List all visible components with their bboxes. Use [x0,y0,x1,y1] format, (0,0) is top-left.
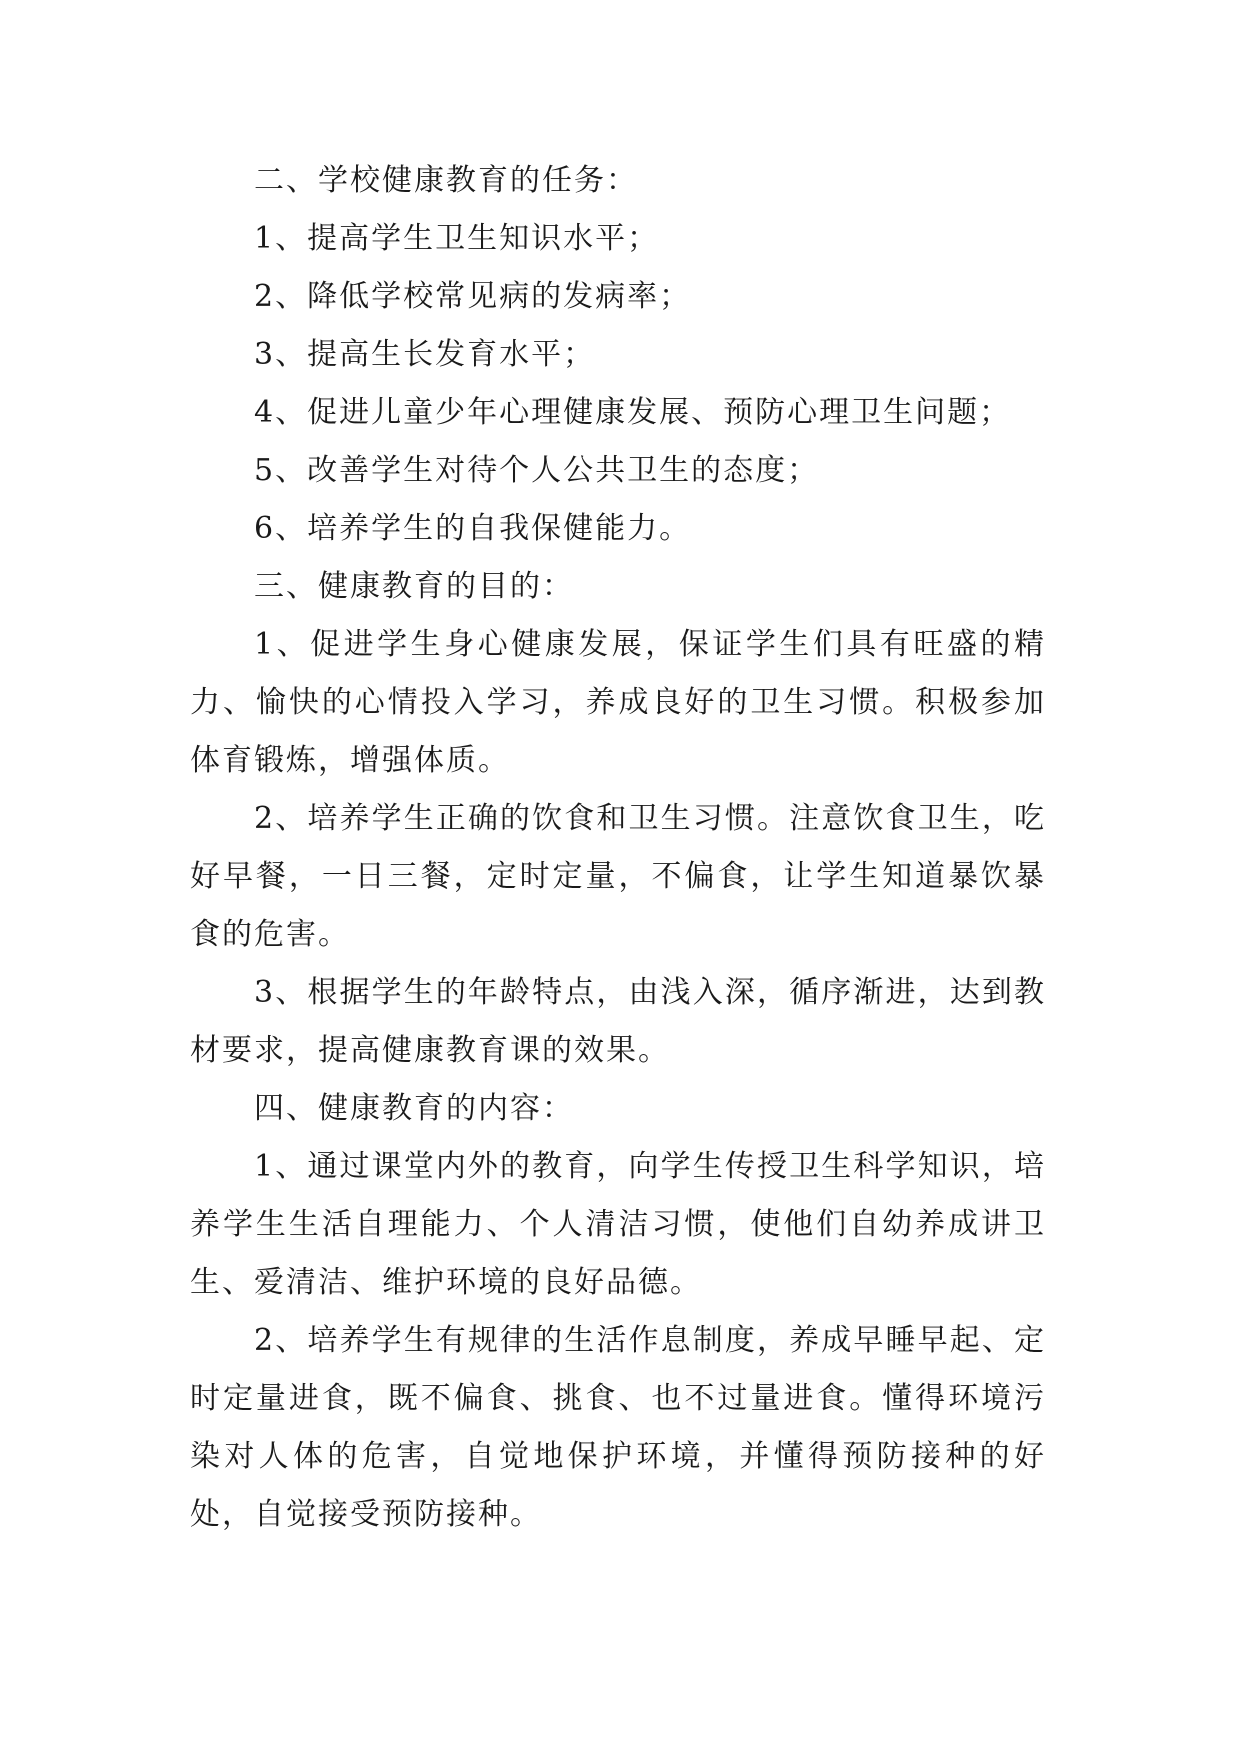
task-item-4: 4、促进儿童少年心理健康发展、预防心理卫生问题； [254,395,1012,430]
content-item-2: 2、培养学生有规律的生活作息制度，养成早睡早起、定时定量进食，既不偏食、挑食、也不过量进食。懂得环境污染对人体的危害，自觉地保护环境，并懂得预防接种的好处，自觉接受预防接种。 [190,1323,1046,1532]
task-item-2: 2、降低学校常见病的发病率； [254,279,692,314]
task-item-6: 6、培养学生的自我保健能力。 [254,511,692,546]
section-heading-content: 四、健康教育的内容： [254,1091,574,1126]
goal-item-3: 3、根据学生的年龄特点，由浅入深，循序渐进，达到教材要求，提高健康教育课的效果。 [190,975,1046,1068]
document-page [190,152,1046,1544]
task-item-5: 5、改善学生对待个人公共卫生的态度； [254,453,820,488]
task-item-3: 3、提高生长发育水平； [254,337,596,372]
goal-item-1: 1、促进学生身心健康发展，保证学生们具有旺盛的精力、愉快的心情投入学习，养成良好的卫生习惯。积极参加体育锻炼，增强体质。 [190,627,1046,778]
content-item-1: 1、通过课堂内外的教育，向学生传授卫生科学知识，培养学生生活自理能力、个人清洁习惯，使他们自幼养成讲卫生、爱清洁、维护环境的良好品德。 [190,1149,1046,1300]
section-heading-tasks: 二、学校健康教育的任务： [254,163,638,198]
section-heading-goals: 三、健康教育的目的： [254,569,574,604]
task-item-1: 1、提高学生卫生知识水平； [254,221,660,256]
goal-item-2: 2、培养学生正确的饮食和卫生习惯。注意饮食卫生，吃好早餐，一日三餐，定时定量，不偏食，让学生知道暴饮暴食的危害。 [190,801,1046,952]
